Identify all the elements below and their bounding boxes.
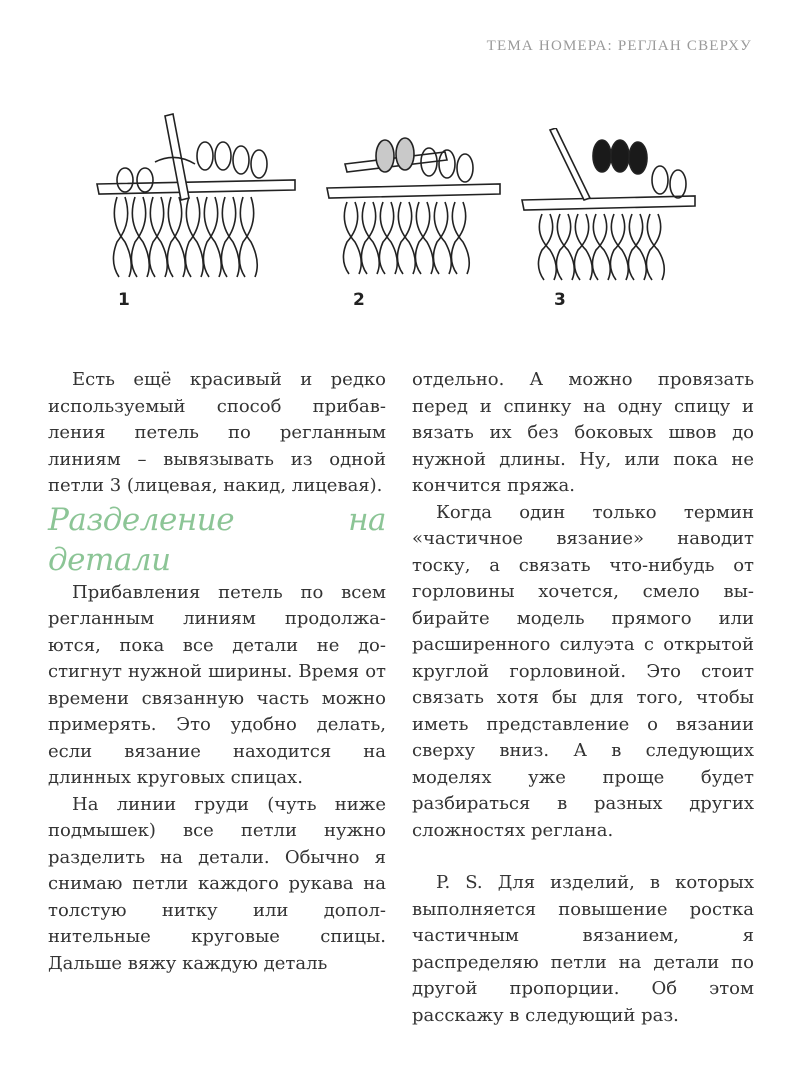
knitting-figure-3 — [520, 128, 700, 283]
left-paragraph-2: Прибавления петель по всем регланным линиям продолжаются, пока все детали не достигнут нужной ширины. Время от времени связанную часть можно примерять. Это удобно делать, если вязание находится на длинных круговых спицах. — [48, 581, 386, 788]
running-header: ТЕМА НОМЕРА: РЕГЛАН СВЕРХУ — [486, 38, 752, 54]
left-column — [48, 367, 386, 977]
section-heading: Разделение на детали — [48, 501, 386, 578]
knitting-figure-2 — [325, 124, 505, 279]
figure-number-2: 2 — [353, 290, 365, 310]
right-paragraph-1: отдельно. А можно провязать перед и спинку на одну спицу и вязать их без боковых швов до нужной длины. Ну, или пока не кончится пряжа. — [412, 369, 754, 496]
knitting-diagram-2-icon — [325, 124, 505, 279]
knitting-figure-1 — [95, 112, 305, 282]
knitting-diagram-1-icon — [95, 112, 305, 282]
right-paragraph-ps: P. S. Для изделий, в которых выполняется повышение ростка частичным вязанием, я распределяю петли на детали по другой пропорции. Об этом расскажу в следующий раз. — [412, 872, 754, 1026]
left-paragraph-1: Есть ещё красивый и редко используемый способ прибавления петель по регланным линиям – вывязывать из одной петли 3 (лицевая, накид, лицевая). — [48, 369, 386, 496]
left-paragraph-3: На линии груди (чуть ниже подмышек) все петли нужно разделить на детали. Обычно я снимаю петли каждого рукава на толстую нитку или дополнительные круговые спицы. Дальше вяжу каждую деталь — [48, 793, 386, 974]
paragraph-gap — [412, 844, 754, 870]
knitting-diagram-3-icon — [520, 128, 700, 283]
figure-number-1: 1 — [118, 290, 130, 310]
right-column — [412, 367, 754, 1029]
figure-number-3: 3 — [554, 290, 566, 310]
right-paragraph-2: Когда один только термин «частичное вязание» наводит тоску, а связать что-нибудь от горловины хочется, смело выбирайте модель прямого или расширенного силуэта с открытой круглой горловиной. Это стоит связать хотя бы для того, чтобы иметь представление о вязании сверху вниз. А в следующих моделях уже проще будет разбираться в разных других сложностях реглана. — [412, 501, 754, 841]
